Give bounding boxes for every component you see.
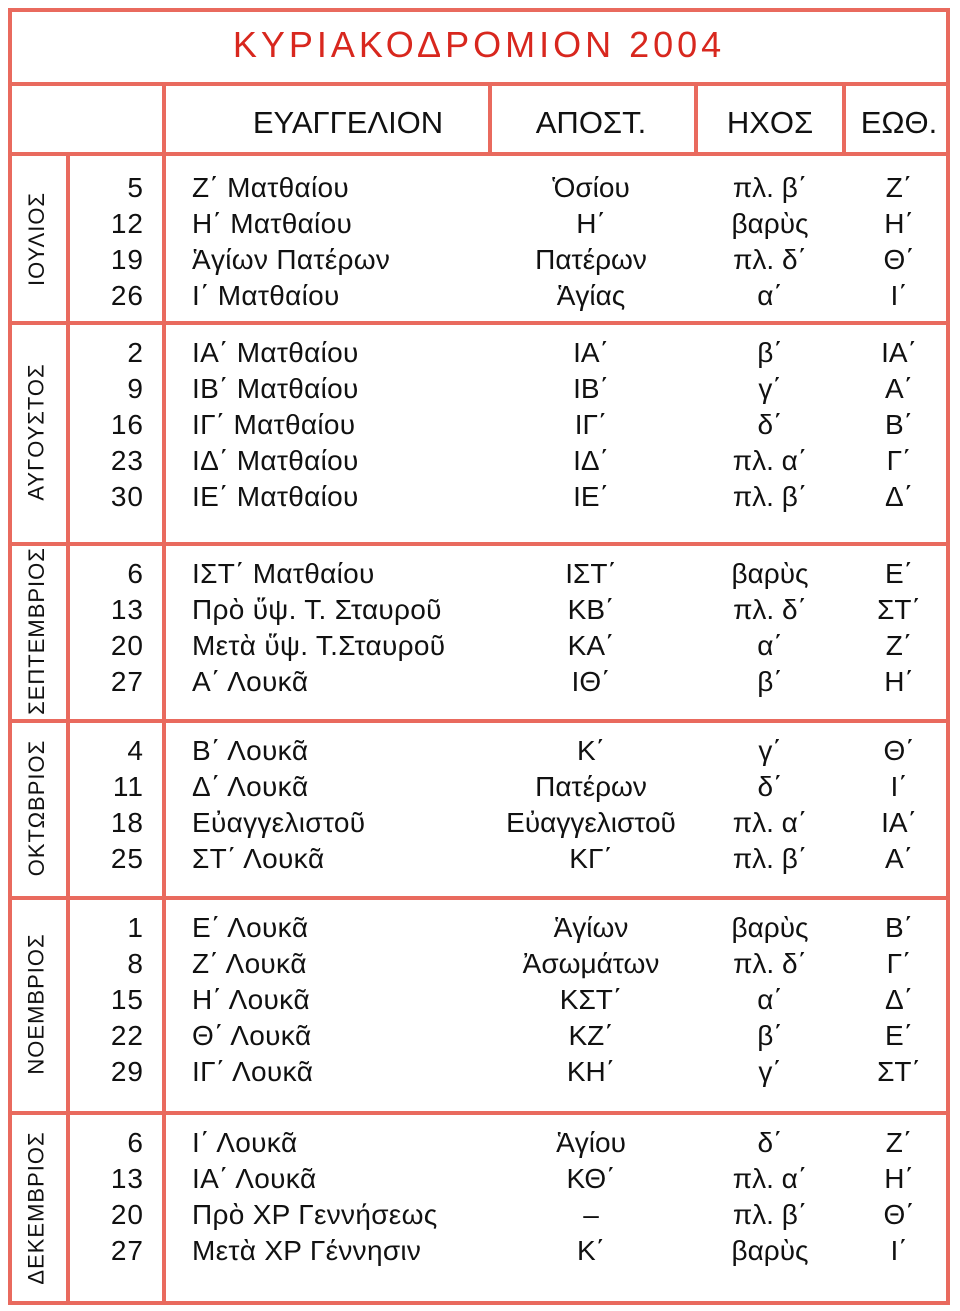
table-row	[8, 242, 950, 278]
ichos-cell: πλ. δ΄	[733, 594, 807, 625]
day-cell: 30	[110, 481, 144, 512]
day-cell: 29	[110, 1056, 144, 1087]
month-name: ΟΚΤΩΒΡΙΟΣ	[24, 739, 50, 876]
apost-cell: ΚΣΤ΄	[559, 984, 623, 1015]
header-apost: ΑΠΟΣΤ.	[535, 105, 647, 140]
apost-cell: ΚΖ΄	[568, 1020, 614, 1051]
ichos-cell: γ΄	[758, 373, 782, 404]
ichos-cell: γ΄	[758, 735, 782, 766]
evangelion-cell: Β΄ Λουκᾶ	[192, 735, 309, 766]
apost-cell: Η΄	[576, 208, 606, 239]
ichos-cell: πλ. α΄	[732, 445, 808, 476]
ichos-cell: πλ. δ΄	[733, 948, 807, 979]
eoth-cell: Ι΄	[890, 1235, 908, 1266]
evangelion-cell: ΣΤ΄ Λουκᾶ	[192, 843, 325, 874]
eoth-cell: Γ΄	[886, 948, 912, 979]
table-row	[8, 1125, 950, 1161]
ichos-cell: πλ. β΄	[732, 843, 808, 874]
eoth-cell: Θ΄	[883, 244, 915, 275]
month-block	[8, 542, 950, 723]
ichos-cell: β΄	[757, 337, 783, 368]
month-rows	[8, 335, 950, 515]
apost-cell: ΙΓ΄	[574, 409, 608, 440]
table-row	[8, 592, 950, 628]
ichos-cell: πλ. δ΄	[733, 244, 807, 275]
calendar-table	[8, 8, 950, 1305]
day-cell: 9	[127, 373, 144, 404]
ichos-cell: α΄	[757, 984, 783, 1015]
apost-cell: ΚΑ΄	[567, 630, 615, 661]
evangelion-cell: ΙΕ΄ Ματθαίου	[192, 481, 359, 512]
evangelion-cell: Πρὸ ὕψ. Τ. Σταυροῦ	[192, 594, 442, 625]
eoth-cell: Δ΄	[884, 984, 914, 1015]
divider-ichos-col	[694, 82, 698, 152]
evangelion-cell: Ε΄ Λουκᾶ	[192, 912, 309, 943]
apost-cell: Πατέρων	[535, 771, 647, 802]
eoth-cell: Ε΄	[885, 558, 913, 589]
eoth-cell: Α΄	[885, 373, 913, 404]
table-title: ΚΥΡΙΑΚΟΔΡΟΜΙΟΝ 2004	[8, 8, 950, 86]
table-row	[8, 982, 950, 1018]
ichos-cell: βαρὺς	[731, 208, 809, 239]
evangelion-cell: ΙΒ΄ Ματθαίου	[192, 373, 359, 404]
evangelion-cell: Ζ΄ Ματθαίου	[192, 172, 349, 203]
evangelion-cell: ΙΔ΄ Ματθαίου	[192, 445, 359, 476]
eoth-cell: Η΄	[884, 1163, 914, 1194]
eoth-cell: Ζ΄	[885, 1127, 913, 1158]
table-row	[8, 278, 950, 314]
eoth-cell: Α΄	[885, 843, 913, 874]
table-row	[8, 335, 950, 371]
ichos-cell: βαρὺς	[731, 558, 809, 589]
month-block	[8, 321, 950, 546]
month-name: ΣΕΠΤΕΜΒΡΙΟΣ	[24, 546, 49, 715]
evangelion-cell: ΙΑ΄ Λουκᾶ	[192, 1163, 317, 1194]
apost-cell: ΙΕ΄	[573, 481, 609, 512]
table-row	[8, 628, 950, 664]
apost-cell: ΚΓ΄	[569, 843, 613, 874]
apost-cell: ΙΣΤ΄	[565, 558, 617, 589]
evangelion-cell: Εὐαγγελιστοῦ	[192, 807, 366, 838]
apost-cell: Ἁγίων	[553, 912, 629, 943]
apost-cell: –	[583, 1199, 599, 1230]
ichos-cell: βαρὺς	[731, 912, 809, 943]
divider-month-col	[66, 156, 70, 1305]
evangelion-cell: ΙΓ΄ Ματθαίου	[192, 409, 356, 440]
month-name: ΝΟΕΜΒΡΙΟΣ	[24, 932, 50, 1075]
month-block	[8, 1111, 950, 1305]
table-row	[8, 170, 950, 206]
month-rows	[8, 556, 950, 700]
day-cell: 13	[110, 1163, 144, 1194]
eoth-cell: Ζ΄	[885, 630, 913, 661]
evangelion-cell: Ι΄ Ματθαίου	[192, 280, 340, 311]
day-cell: 23	[110, 445, 144, 476]
day-cell: 4	[127, 735, 144, 766]
apost-cell: Εὐαγγελιστοῦ	[506, 807, 676, 838]
evangelion-cell: ΙΣΤ΄ Ματθαίου	[192, 558, 375, 589]
day-cell: 11	[112, 771, 144, 802]
ichos-cell: βαρὺς	[731, 1235, 809, 1266]
eoth-cell: Δ΄	[884, 481, 914, 512]
eoth-cell: ΙΑ΄	[881, 807, 917, 838]
divider-eoth-col	[842, 82, 846, 152]
ichos-cell: πλ. β΄	[732, 172, 808, 203]
evangelion-cell: Ι΄ Λουκᾶ	[192, 1127, 298, 1158]
eoth-cell: ΣΤ΄	[877, 1056, 921, 1087]
eoth-cell: Γ΄	[886, 445, 912, 476]
eoth-cell: Η΄	[884, 208, 914, 239]
table-row	[8, 733, 950, 769]
apost-cell: Ὁσίου	[552, 172, 630, 203]
ichos-cell: δ΄	[757, 409, 783, 440]
eoth-cell: Θ΄	[883, 1199, 915, 1230]
day-cell: 5	[127, 172, 144, 203]
evangelion-cell: Ζ΄ Λουκᾶ	[192, 948, 307, 979]
day-cell: 6	[127, 1127, 144, 1158]
ichos-cell: α΄	[757, 630, 783, 661]
header-eoth: ΕΩΘ.	[860, 105, 938, 140]
table-row	[8, 910, 950, 946]
day-cell: 13	[110, 594, 144, 625]
evangelion-cell: Δ΄ Λουκᾶ	[192, 771, 309, 802]
apost-cell: Ἁγίας	[556, 280, 626, 311]
table-row	[8, 407, 950, 443]
eoth-cell: Ε΄	[885, 1020, 913, 1051]
table-row	[8, 443, 950, 479]
day-cell: 19	[110, 244, 144, 275]
apost-cell: ΚΒ΄	[567, 594, 615, 625]
month-rows	[8, 733, 950, 877]
day-cell: 16	[110, 409, 144, 440]
apost-cell: ΙΑ΄	[573, 337, 609, 368]
ichos-cell: πλ. α΄	[732, 807, 808, 838]
month-name: ΔΕΚΕΜΒΡΙΟΣ	[24, 1131, 49, 1285]
day-cell: 1	[127, 912, 144, 943]
day-cell: 22	[110, 1020, 144, 1051]
ichos-cell: δ΄	[757, 1127, 783, 1158]
day-cell: 8	[127, 948, 144, 979]
day-cell: 6	[127, 558, 144, 589]
day-cell: 18	[110, 807, 144, 838]
evangelion-cell: ΙΓ΄ Λουκᾶ	[192, 1056, 314, 1087]
ichos-cell: πλ. β΄	[732, 481, 808, 512]
apost-cell: Ἀσωμάτων	[522, 948, 660, 979]
table-row	[8, 1233, 950, 1269]
apost-cell: Κ΄	[577, 735, 605, 766]
eoth-cell: Η΄	[884, 666, 914, 697]
eoth-cell: Θ΄	[883, 735, 915, 766]
eoth-cell: ΙΑ΄	[881, 337, 917, 368]
eoth-cell: Β΄	[885, 912, 913, 943]
day-cell: 2	[127, 337, 144, 368]
day-cell: 27	[110, 1235, 144, 1266]
month-rows	[8, 1125, 950, 1269]
day-cell: 12	[110, 208, 144, 239]
apost-cell: ΙΒ΄	[573, 373, 609, 404]
ichos-cell: δ΄	[757, 771, 783, 802]
apost-cell: Πατέρων	[535, 244, 647, 275]
header-evangelion: ΕΥΑΓΓΕΛΙΟΝ	[252, 105, 444, 140]
header-row	[8, 86, 950, 156]
evangelion-cell: Η΄ Ματθαίου	[192, 208, 353, 239]
table-row	[8, 1018, 950, 1054]
ichos-cell: πλ. β΄	[732, 1199, 808, 1230]
evangelion-cell: Μετὰ ὕψ. Τ.Σταυροῦ	[192, 630, 446, 661]
apost-cell: Ἁγίου	[556, 1127, 626, 1158]
evangelion-cell: ΙΑ΄ Ματθαίου	[192, 337, 359, 368]
table-row	[8, 769, 950, 805]
month-rows	[8, 910, 950, 1090]
header-ichos: ΗΧΟΣ	[726, 105, 814, 140]
month-name: ΑΥΓΟΥΣΤΟΣ	[24, 362, 50, 501]
ichos-cell: πλ. α΄	[732, 1163, 808, 1194]
divider-day-col	[162, 82, 166, 1305]
apost-cell: ΚΘ΄	[566, 1163, 616, 1194]
day-cell: 27	[110, 666, 144, 697]
month-name: ΙΟΥΛΙΟΣ	[24, 191, 50, 286]
evangelion-cell: Μετὰ ΧΡ Γέννησιν	[192, 1235, 422, 1266]
apost-cell: ΚΗ΄	[566, 1056, 616, 1087]
table-row	[8, 1054, 950, 1090]
ichos-cell: α΄	[757, 280, 783, 311]
apost-cell: ΙΔ΄	[573, 445, 609, 476]
day-cell: 20	[110, 630, 144, 661]
apost-cell: ΙΘ΄	[571, 666, 611, 697]
day-cell: 15	[110, 984, 144, 1015]
ichos-cell: γ΄	[758, 1056, 782, 1087]
eoth-cell: Ι΄	[890, 280, 908, 311]
month-rows	[8, 170, 950, 314]
month-block	[8, 156, 950, 325]
day-cell: 20	[110, 1199, 144, 1230]
eoth-cell: Ι΄	[890, 771, 908, 802]
day-cell: 26	[110, 280, 144, 311]
evangelion-cell: Ἁγίων Πατέρων	[192, 244, 391, 275]
table-row	[8, 946, 950, 982]
table-row	[8, 805, 950, 841]
apost-cell: Κ΄	[577, 1235, 605, 1266]
eoth-cell: Β΄	[885, 409, 913, 440]
month-block	[8, 896, 950, 1115]
month-block	[8, 719, 950, 900]
table-row	[8, 206, 950, 242]
table-row	[8, 841, 950, 877]
table-row	[8, 1161, 950, 1197]
table-row	[8, 371, 950, 407]
evangelion-cell: Η΄ Λουκᾶ	[192, 984, 310, 1015]
day-cell: 25	[110, 843, 144, 874]
table-row	[8, 1197, 950, 1233]
divider-apost-col	[488, 82, 492, 152]
evangelion-cell: Πρὸ ΧΡ Γεννήσεως	[192, 1199, 438, 1230]
table-row	[8, 664, 950, 700]
ichos-cell: β΄	[757, 1020, 783, 1051]
table-row	[8, 556, 950, 592]
table-row	[8, 479, 950, 515]
eoth-cell: Ζ΄	[885, 172, 913, 203]
eoth-cell: ΣΤ΄	[877, 594, 921, 625]
evangelion-cell: Θ΄ Λουκᾶ	[192, 1020, 312, 1051]
evangelion-cell: Α΄ Λουκᾶ	[192, 666, 309, 697]
ichos-cell: β΄	[757, 666, 783, 697]
